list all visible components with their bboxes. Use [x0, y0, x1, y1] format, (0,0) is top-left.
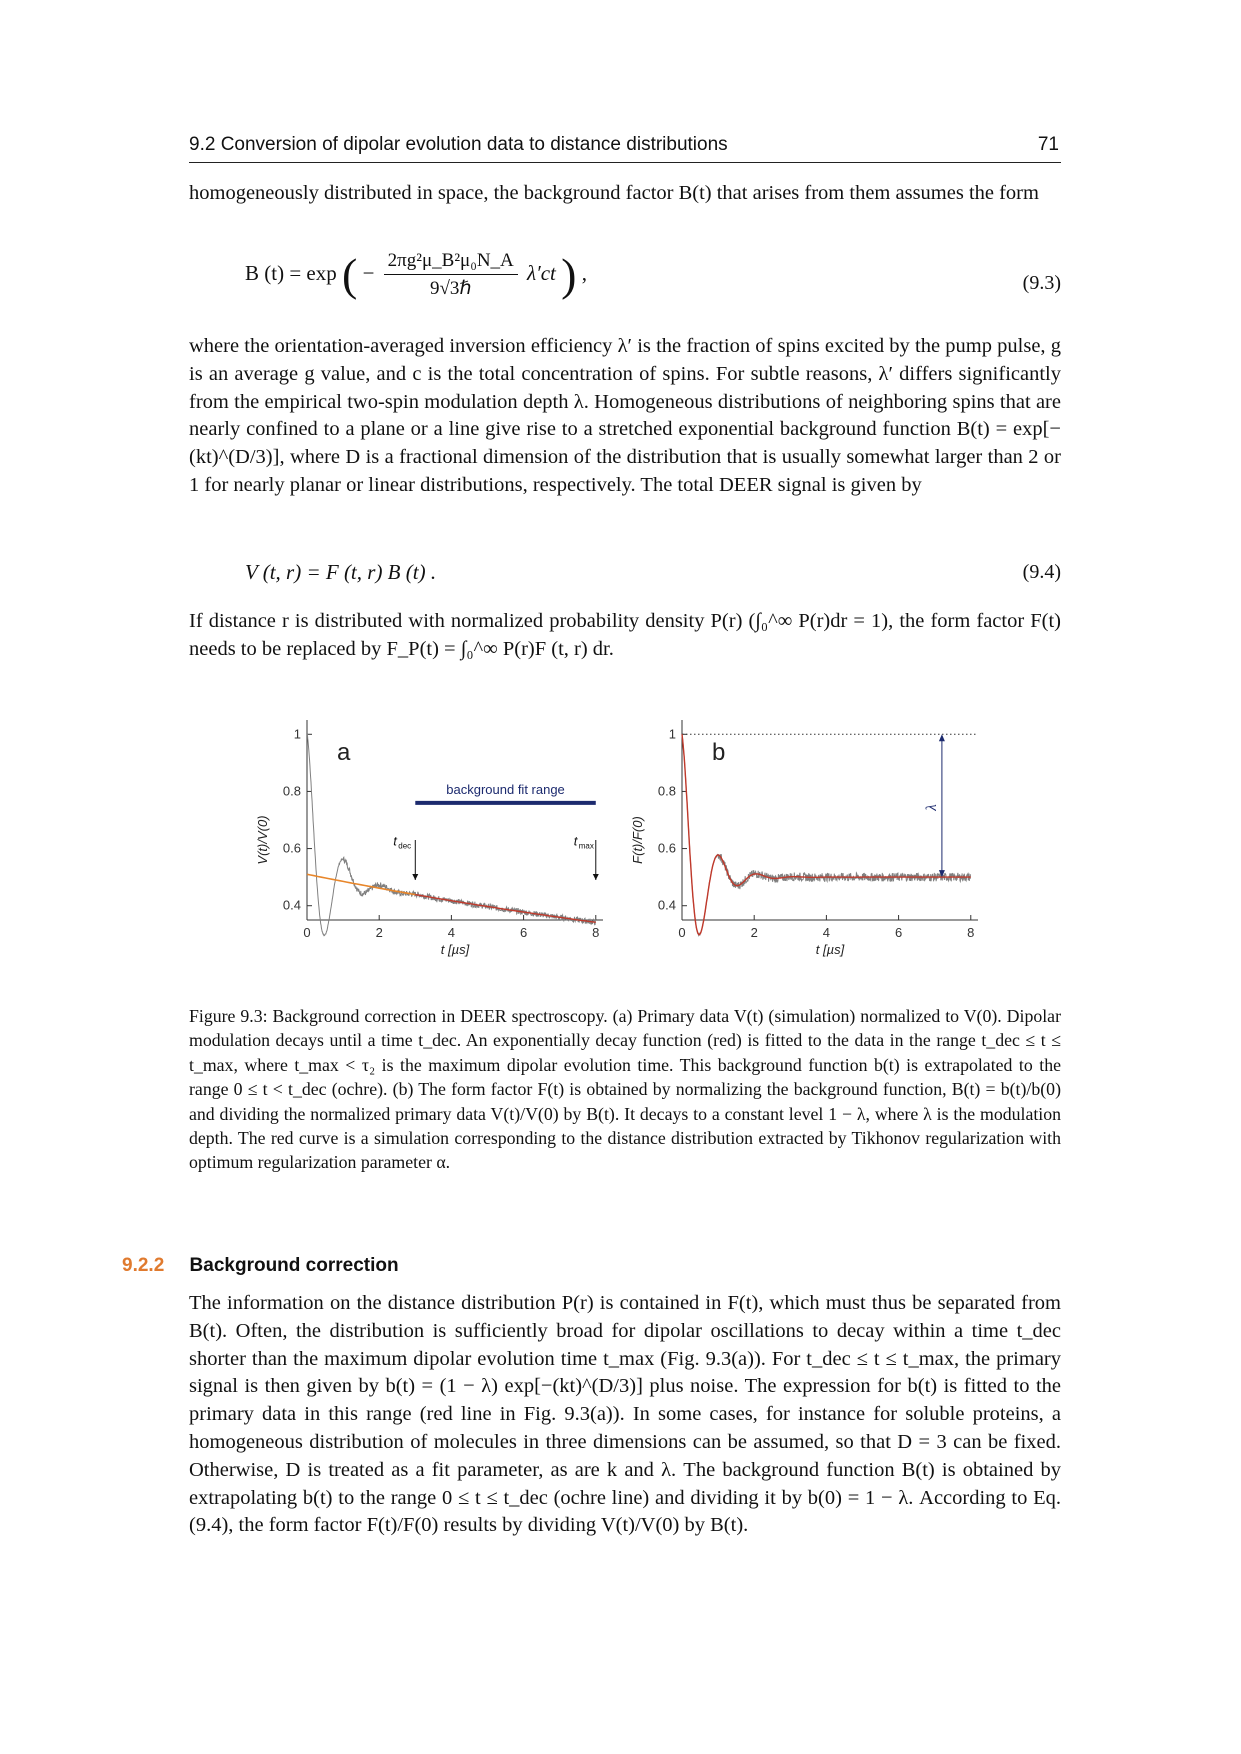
section-title: Background correction: [189, 1255, 399, 1276]
header-section-title: 9.2 Conversion of dipolar evolution data to distance distributions: [189, 134, 728, 155]
figure-svg: [240, 700, 1020, 960]
left-paren-glyph: (: [342, 249, 358, 300]
x-tick-label: 8: [967, 925, 975, 940]
x-axis-label: t [µs]: [815, 942, 845, 957]
y-tick-label: 0.8: [657, 783, 676, 799]
paragraph-intro: [189, 180, 1061, 208]
x-tick-label: 2: [375, 925, 383, 940]
y-tick-label: 1: [668, 726, 676, 742]
eq-denominator: 9√3ℏ: [429, 278, 472, 299]
paragraph-background: [189, 333, 1061, 500]
eq-numerator: 2πg²μ_B²μ₀N_A: [384, 250, 518, 275]
t_dec-arrow-head: [412, 874, 418, 880]
right-paren-glyph: ): [561, 249, 577, 300]
x-tick-label: 2: [750, 925, 758, 940]
x-tick-label: 0: [303, 925, 311, 940]
y-axis-label: F(t)/F(0): [630, 816, 645, 864]
equation-9-4: [245, 560, 436, 585]
x-tick-label: 0: [678, 925, 686, 940]
eq-body: V (t, r) = F (t, r) B (t) .: [245, 560, 437, 584]
t_max-subscript: max: [578, 841, 594, 851]
y-tick-label: 0.6: [657, 840, 676, 856]
y-tick-label: 1: [293, 726, 301, 742]
y-axis-label: V(t)/V(0): [255, 815, 270, 865]
t_max-arrow-head: [593, 874, 599, 880]
minus-sign: −: [362, 260, 375, 285]
x-tick-label: 6: [894, 925, 903, 940]
lambda-label: λ: [923, 804, 940, 811]
x-tick-label: 4: [447, 925, 456, 940]
x-tick-label: 8: [592, 925, 600, 940]
paragraph-background-correction: [189, 1290, 1061, 1540]
t_max-label: t: [573, 833, 578, 849]
paragraph-text: where the orientation-averaged inversion efficiency λ′ is the fraction of spins excited by the pump pulse, g is an average g value, and c is the total concentration of spins. For subtle reasons, λ′ differs significantly from the empirical two-spin modulation depth λ. Homogeneous distributions of neighboring spins that are nearly confined to a plane or a line give rise to a stretched exponential background function B(t) = exp[−(kt)^(D/3)], where D is a fractional dimension of the distribution that is usually somewhat larger than 2 or 1 for nearly planar or linear distributions, respectively. The total DEER signal is given by: [189, 335, 1061, 496]
equation-number-9-3: (9.3): [1022, 272, 1061, 294]
page-number: 71: [1037, 134, 1059, 155]
x-axis-label: t [µs]: [440, 942, 470, 957]
running-header: [189, 134, 1061, 163]
lambda-arrow-head-top: [939, 734, 945, 741]
section-number: 9.2.2: [122, 1255, 165, 1276]
paragraph-distribution: [189, 608, 1061, 664]
y-tick-label: 0.4: [282, 897, 301, 913]
eq-fraction: [384, 250, 518, 300]
x-tick-label: 4: [822, 925, 831, 940]
equation-9-3: [245, 250, 587, 300]
eq-comma: ,: [581, 260, 587, 285]
paragraph-text: If distance r is distributed with normalized probability density P(r) (∫₀^∞ P(r)dr = 1), the form factor F(t) needs to be replaced by F_P(t) = ∫₀^∞ P(r)F (t, r) dr.: [189, 610, 1061, 660]
equation-number-9-4: (9.4): [1022, 561, 1061, 583]
panel-label: b: [712, 739, 726, 766]
section-heading: [122, 1255, 399, 1277]
paragraph-text: The information on the distance distribution P(r) is contained in F(t), which must thus be separated from B(t). Often, the distribution is sufficiently broad for dipolar oscillations to decay within a time t_dec shorter than the maximum dipolar evolution time t_max (Fig. 9.3(a)). For t_dec ≤ t ≤ t_max, the primary signal is then given by b(t) = (1 − λ) exp[−(kt)^(D/3)] plus noise. The expression for b(t) is fitted to the primary data in this range (red line in Fig. 9.3(a)). In some cases, for instance for soluble proteins, a homogeneous distribution of molecules in three dimensions can be assumed, so that D = 3 can be fixed. Otherwise, D is treated as a fit parameter, as are k and λ. The background function B(t) is obtained by extrapolating b(t) to the range 0 ≤ t ≤ t_dec (ochre line) and dividing it by b(0) = 1 − λ. According to Eq. (9.4), the form factor F(t)/F(0) results by dividing V(t)/V(0) by B(t).: [189, 1292, 1061, 1537]
fit-range-label: background fit range: [446, 781, 565, 797]
caption-text: Figure 9.3: Background correction in DEER spectroscopy. (a) Primary data V(t) (simulation) normalized to V(0). Dipolar modulation decays until a time t_dec. An exponentially decay function (red) is fitted to the data in the range t_dec ≤ t ≤ t_max, where t_max < τ₂ is the maximum dipolar evolution time. This background function b(t) is extrapolated to the range 0 ≤ t < t_dec (ochre). (b) The form factor F(t) is obtained by normalizing the background function, B(t) = b(t)/b(0) and dividing the normalized primary data V(t)/V(0) by B(t). It decays to a constant level 1 − λ, where λ is the modulation depth. The red curve is a simulation corresponding to the distance distribution extracted by Tikhonov regularization with optimum regularization parameter α.: [189, 1006, 1061, 1173]
y-tick-label: 0.8: [282, 783, 301, 799]
panel-label: a: [337, 739, 351, 766]
figure-9-3: [240, 700, 1020, 960]
eq-tail: λ′ct: [527, 260, 556, 285]
figure-caption: [189, 1004, 1061, 1175]
y-tick-label: 0.6: [282, 840, 301, 856]
x-tick-label: 6: [519, 925, 528, 940]
y-tick-label: 0.4: [657, 897, 676, 913]
t_dec-label: t: [393, 833, 397, 849]
paragraph-text: homogeneously distributed in space, the background factor B(t) that arises from them assumes the form: [189, 182, 1039, 204]
eq-lhs: B (t) = exp: [245, 260, 337, 285]
t_dec-subscript: dec: [398, 841, 412, 851]
